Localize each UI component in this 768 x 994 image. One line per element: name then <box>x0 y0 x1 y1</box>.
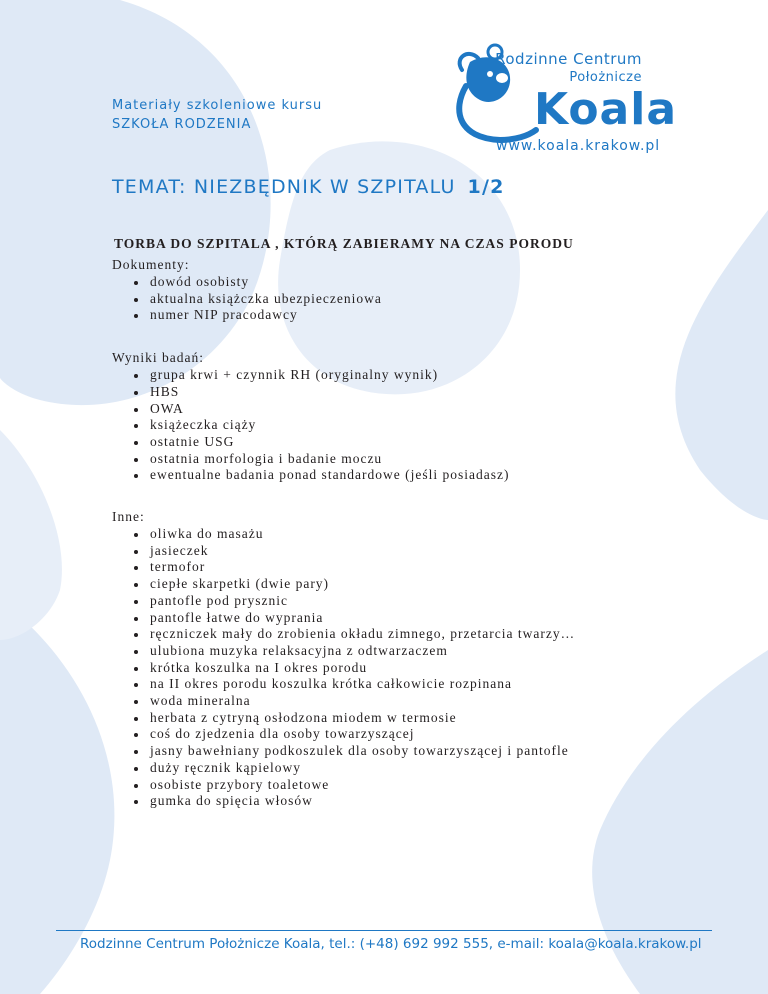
list-item: ewentualne badania ponad standardowe (jeśli posiadasz) <box>150 467 652 484</box>
list-item: jasny bawełniany podkoszulek dla osoby towarzyszącej i pantofle <box>150 743 652 760</box>
list-item: woda mineralna <box>150 693 652 710</box>
list-item: duży ręcznik kąpielowy <box>150 760 652 777</box>
logo-url: www.koala.krakow.pl <box>496 138 661 154</box>
list-item: na II okres porodu koszulka krótka całkowicie rozpinana <box>150 676 652 693</box>
topic-heading <box>112 176 505 198</box>
topic-label: TEMAT: NIEZBĘDNIK W SZPITALU <box>112 176 456 198</box>
footer-divider <box>56 930 712 931</box>
list-item: krótka koszulka na I okres porodu <box>150 660 652 677</box>
item-list <box>112 526 652 810</box>
list-item: pantofle łatwe do wyprania <box>150 610 652 627</box>
list-item: ciepłe skarpetki (dwie pary) <box>150 576 652 593</box>
item-list <box>112 274 652 324</box>
list-item: jasieczek <box>150 543 652 560</box>
group-label: Wyniki badań: <box>112 350 205 366</box>
content <box>112 236 652 834</box>
group-other <box>112 508 652 810</box>
list-item: herbata z cytryną osłodzona miodem w termosie <box>150 710 652 727</box>
group-test-results <box>112 349 652 484</box>
list-item: książeczka ciąży <box>150 417 652 434</box>
list-item: HBS <box>150 384 652 401</box>
list-item: aktualna książczka ubezpieczeniowa <box>150 291 652 308</box>
page-number: 1/2 <box>467 176 505 198</box>
list-item: osobiste przybory toaletowe <box>150 777 652 794</box>
course-info <box>112 96 322 134</box>
brand-logo <box>440 40 720 160</box>
list-item: grupa krwi + czynnik RH (oryginalny wynik) <box>150 367 652 384</box>
list-item: oliwka do masażu <box>150 526 652 543</box>
group-documents <box>112 256 652 324</box>
logo-line-2: Położnicze <box>569 70 642 85</box>
list-item: numer NIP pracodawcy <box>150 307 652 324</box>
list-item: gumka do spięcia włosów <box>150 793 652 810</box>
course-subtitle: SZKOŁA RODZENIA <box>112 117 252 132</box>
course-title: Materiały szkoleniowe kursu <box>112 98 323 113</box>
list-item: dowód osobisty <box>150 274 652 291</box>
list-item: ostatnia morfologia i badanie moczu <box>150 451 652 468</box>
section-title: TORBA DO SZPITALA , KTÓRĄ ZABIERAMY NA CZAS PORODU <box>114 236 574 251</box>
list-item: OWA <box>150 401 652 418</box>
list-item: coś do zjedzenia dla osoby towarzyszącej <box>150 726 652 743</box>
logo-line-1: Rodzinne Centrum <box>495 50 642 68</box>
footer-contact: Rodzinne Centrum Położnicze Koala, tel.: (+48) 692 992 555, e-mail: koala@koala.krakow.pl <box>80 936 702 952</box>
item-list <box>112 367 652 484</box>
list-item: ostatnie USG <box>150 434 652 451</box>
list-item: termofor <box>150 559 652 576</box>
group-label: Dokumenty: <box>112 257 190 272</box>
list-item: ręczniczek mały do zrobienia okładu zimnego, przetarcia twarzy… <box>150 626 652 643</box>
list-item: pantofle pod prysznic <box>150 593 652 610</box>
logo-name: Koala <box>534 84 678 135</box>
group-label: Inne: <box>112 509 145 525</box>
list-item: ulubiona muzyka relaksacyjna z odtwarzaczem <box>150 643 652 660</box>
